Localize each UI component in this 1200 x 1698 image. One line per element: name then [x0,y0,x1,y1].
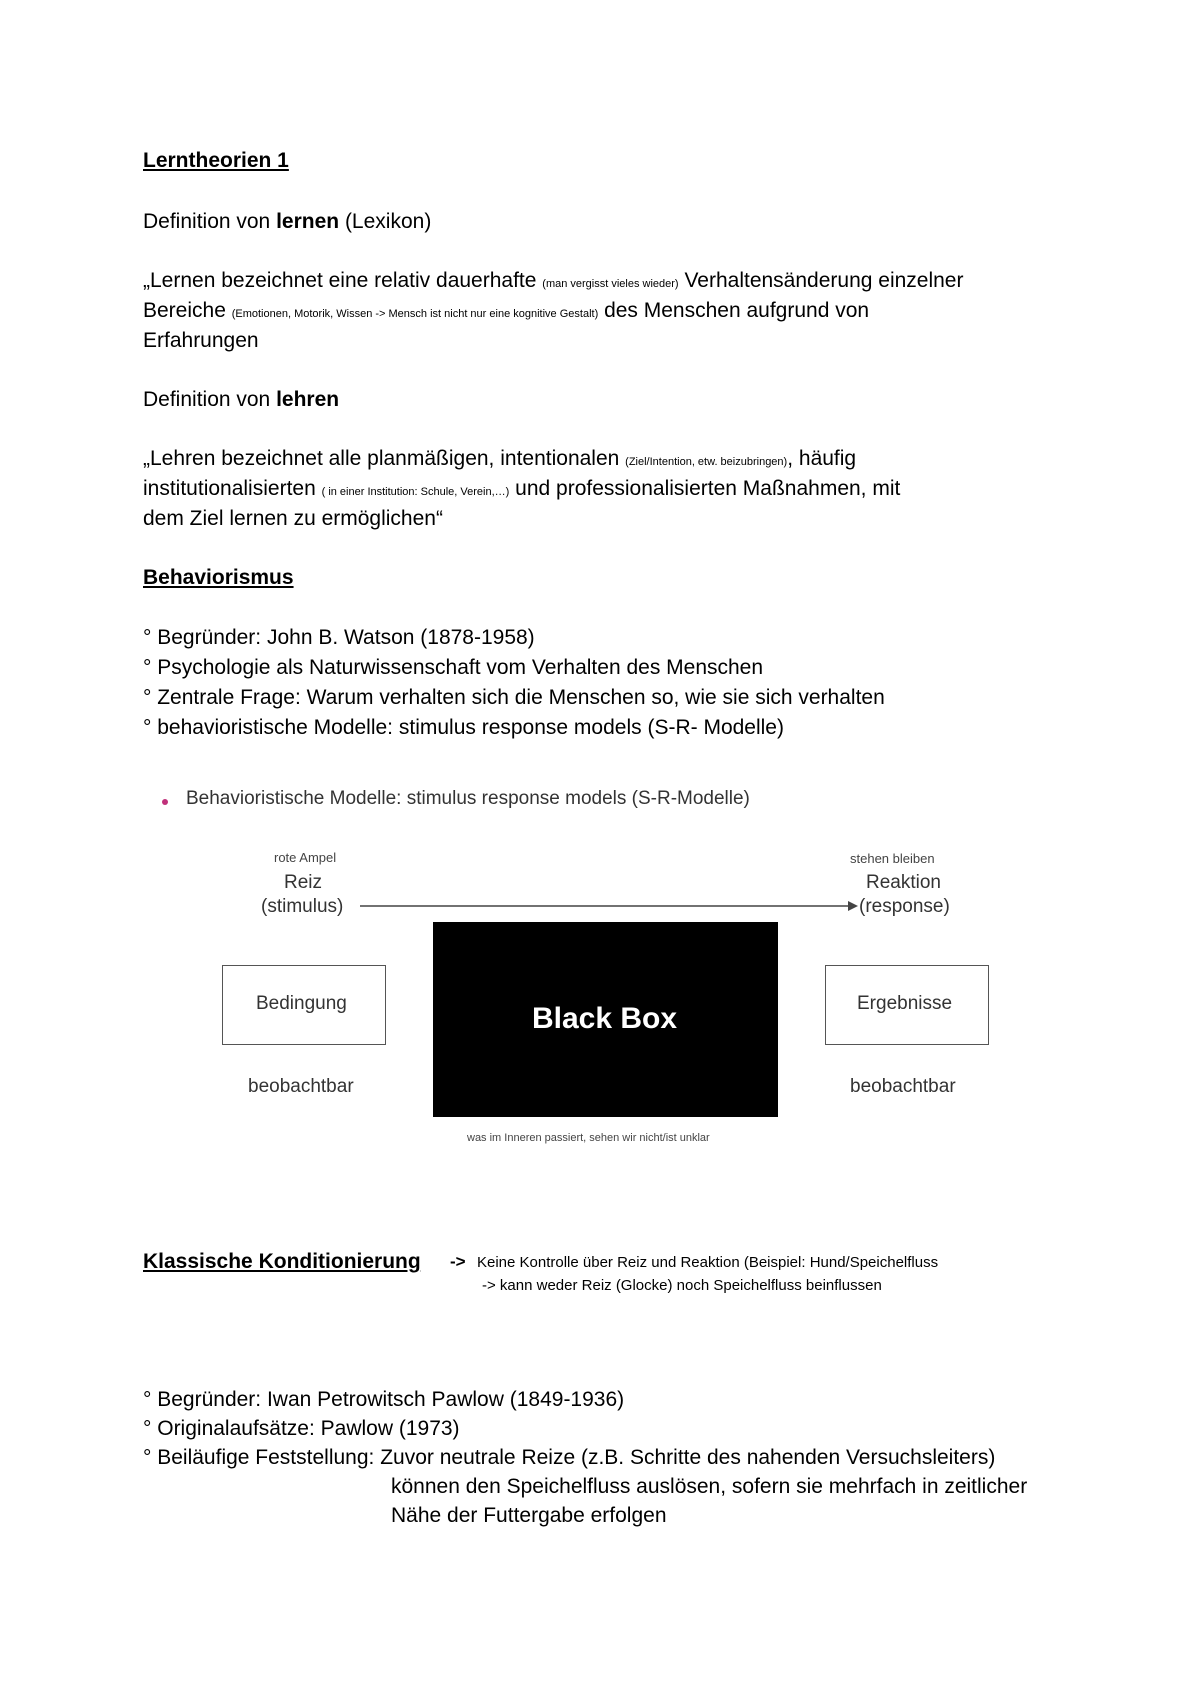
condition-box [222,965,386,1045]
black-box-caption: was im Inneren passiert, sehen wir nicht/ist unklar [467,1132,710,1144]
quote-lernen-line1 [143,266,963,299]
konditionierung-note-2: -> kann weder Reiz (Glocke) noch Speichelfluss beinflussen [482,1277,882,1294]
quote-text: Verhaltensänderung einzelner [678,269,964,292]
response-label: Reaktion [866,872,941,893]
result-box [825,965,989,1045]
def-lernen-word: lernen [276,210,340,233]
quote-text: , häufig [787,447,857,470]
feststellung-line2: können den Speichelfluss auslösen, sofern sie mehrfach in zeitlicher [391,1475,1028,1498]
response-example: stehen bleiben [850,851,935,866]
black-box-label: Black Box [532,1002,678,1035]
quote-text: institutionalisierten [143,477,322,500]
quote-lernen-line2 [143,296,869,329]
list-item: ° behavioristische Modelle: stimulus response models (S-R- Modelle) [143,716,784,739]
sr-model-diagram [150,780,1030,1160]
klassische-konditionierung-heading: Klassische Konditionierung [143,1250,421,1273]
list-item: ° Begründer: Iwan Petrowitsch Pawlow (1849-1936) [143,1388,625,1411]
list-item: ° Begründer: John B. Watson (1878-1958) [143,626,535,649]
black-box [433,922,778,1117]
quote-note: ( in einer Institution: Schule, Verein,…) [321,486,510,498]
list-item [143,1443,995,1473]
konditionierung-note-1: Keine Kontrolle über Reiz und Reaktion (Beispiel: Hund/Speichelfluss [477,1254,939,1271]
quote-text: des Menschen aufgrund von [598,299,870,322]
list-item: ° Zentrale Frage: Warum verhalten sich die Menschen so, wie sie sich verhalten [143,686,885,709]
feststellung-text: Zuvor neutrale Reize (z.B. Schritte des nahenden Versuchsleiters) [380,1446,996,1469]
stimulus-example: rote Ampel [274,850,337,865]
response-sublabel: (response) [859,896,950,917]
def-lernen-prefix: Definition von [143,210,277,233]
arrow-icon [360,898,860,914]
quote-lernen-line3: Erfahrungen [143,329,259,352]
result-label: Ergebnisse [857,993,953,1014]
observable-left: beobachtbar [248,1076,354,1097]
arrow-text: -> [450,1252,466,1271]
bullet-icon [162,799,168,805]
quote-text: Bereiche [143,299,232,322]
def-lehren-word: lehren [276,388,340,411]
quote-text: „Lernen bezeichnet eine relativ dauerhafte [143,269,543,292]
page-title: Lerntheorien 1 [143,149,289,172]
quote-note: (Emotionen, Motorik, Wissen -> Mensch ist nicht nur eine kognitive Gestalt) [231,308,599,320]
stimulus-label: Reiz [284,872,323,893]
quote-note: (Ziel/Intention, etw. beizubringen) [625,456,788,468]
quote-note: (man vergisst vieles wieder) [542,278,679,290]
condition-label: Bedingung [256,993,347,1014]
behaviorismus-heading: Behaviorismus [143,566,294,589]
quote-text: und professionalisierten Maßnahmen, mit [509,477,901,500]
definition-lernen-heading [143,207,431,237]
quote-lehren-line3: dem Ziel lernen zu ermöglichen“ [143,507,443,530]
list-item: ° Originalaufsätze: Pawlow (1973) [143,1417,460,1440]
feststellung-line3: Nähe der Futtergabe erfolgen [391,1504,667,1527]
definition-lehren-heading [143,385,339,415]
quote-lehren-line1 [143,444,856,477]
def-lehren-prefix: Definition von [143,388,277,411]
feststellung-label: ° Beiläufige Feststellung: [143,1446,381,1469]
observable-right: beobachtbar [850,1076,956,1097]
def-lernen-suffix: (Lexikon) [339,210,432,233]
stimulus-sublabel: (stimulus) [261,896,344,917]
quote-lehren-line2 [143,474,900,507]
quote-text: „Lehren bezeichnet alle planmäßigen, intentionalen [143,447,626,470]
diagram-heading: Behavioristische Modelle: stimulus response models (S-R-Modelle) [186,788,750,809]
list-item: ° Psychologie als Naturwissenschaft vom Verhalten des Menschen [143,656,764,679]
